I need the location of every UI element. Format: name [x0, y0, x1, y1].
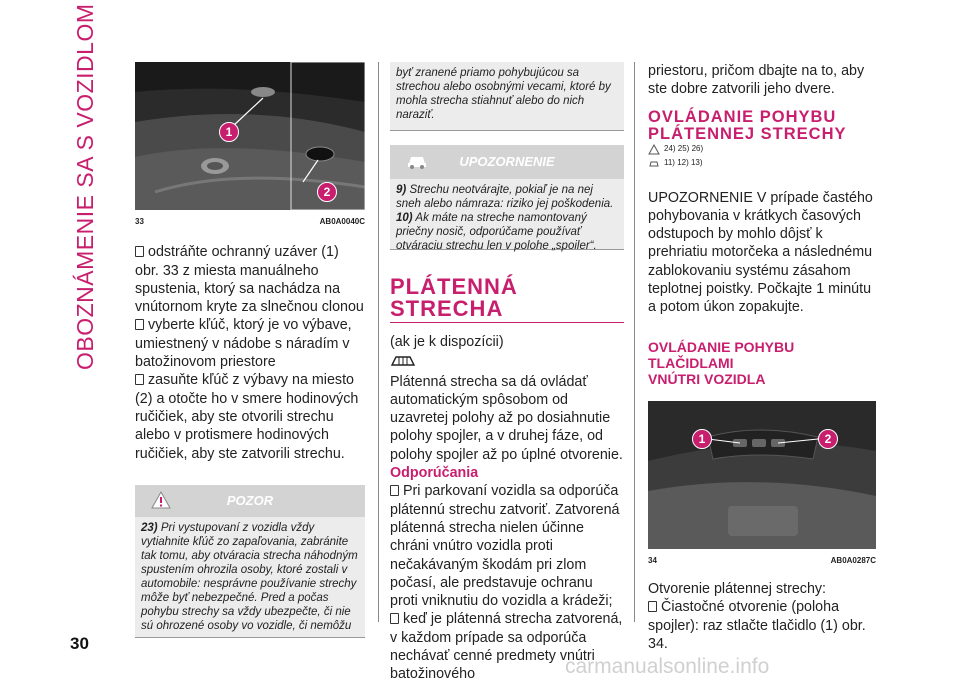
bullet-item: [135, 371, 365, 462]
warning-triangle-icon: [151, 490, 171, 510]
column-divider: [378, 62, 379, 622]
bullet-item: [135, 243, 365, 316]
figure-34-number: 34: [648, 555, 657, 565]
notice-refs-text: 11) 12) 13): [664, 158, 703, 168]
section-title-line: OVLÁDANIE POHYBU: [648, 107, 837, 126]
bullet-box-icon: [135, 319, 144, 330]
notice-text: Strechu neotvárajte, pokiaľ je na nej sneh alebo námraza: riziko jej poškodenia.: [396, 184, 614, 210]
section-title-line: PLÁTENNEJ STRECHY: [648, 124, 847, 143]
figure-33: [135, 62, 365, 210]
bullet-text: keď je plátenná strecha zatvorená, v každom prípade sa odporúča nechávať cenné predmety vnútri batožinového: [390, 611, 623, 683]
bullet-text: odstráňte ochranný uzáver (1) obr. 33 z miesta manuálneho spustenia, ktorý sa nachádza na vnútornom kryte za slnečnou clonou: [135, 244, 364, 316]
figure-34-code: AB0A0287C: [830, 555, 876, 565]
notice-refs: [648, 157, 876, 171]
figure-34-callout-2: 2: [818, 429, 838, 449]
notice-item: [396, 183, 618, 211]
column-2: [390, 62, 624, 684]
warning-triangle-icon: [648, 144, 660, 155]
figure-33-caption: [135, 213, 365, 231]
bullet-item: [648, 598, 876, 653]
continuation-paragraph: priestoru, pričom dbajte na to, aby ste dobre zatvorili jeho dvere.: [648, 63, 865, 98]
bullet-text: zasuňte kľúč z výbavy na miesto (2) a otočte ho v smere hodinových ručičiek, aby ste otvorili strechu alebo v protismere hodinových ručičiek, aby ste zatvorili strechu.: [135, 372, 359, 462]
convertible-roof-icon: [390, 351, 416, 367]
warning-refs-text: 24) 25) 26): [664, 144, 704, 154]
figure-34-caption: [648, 552, 876, 570]
car-notice-icon: [648, 158, 660, 169]
bullet-item: [390, 482, 624, 610]
warning-header: [135, 485, 365, 517]
bullet-item: [135, 316, 365, 371]
figure-33-number: 33: [135, 217, 144, 226]
warning-box-continued: [390, 62, 624, 131]
column-3: [648, 62, 876, 653]
figure-33-callout-2: 2: [317, 182, 337, 202]
notice-text: Ak máte na streche namontovaný priečny nosič, odporúčame používať otváraciu strechu len v polohe „spoiler“.: [396, 212, 597, 252]
notice-ref: 9): [396, 184, 407, 196]
paragraph: UPOZORNENIE V prípade častého pohybovania v krátkych časových odstupoch by mohlo dôjsť k prehriatiu motorčeka a následnému zablokovaniu systému zásahom teplotnej poistky. Počkajte 1 minútu a potom úkon zopakujte.: [648, 189, 873, 316]
bullet-text: Pri parkovaní vozidla sa odporúča plátennú strechu zatvoriť. Zatvorená plátenná strecha nielen účinne chráni vnútro vozidla proti nečakávaným škodám pri zlom počasí, ale predstavuje ochranu proti vniknutiu do vozidla a krádeži;: [390, 483, 620, 610]
section-title-line: OVLÁDANIE POHYBU TLAČIDLAMI: [648, 338, 795, 371]
warning-box: [135, 517, 365, 638]
section-title-line: PLÁTENNÁ: [390, 274, 518, 299]
bullet-box-icon: [390, 485, 399, 496]
figure-34-callout-1: 1: [692, 429, 712, 449]
optional-note: (ak je k dispozícii): [390, 334, 504, 350]
sidebar-section-title: OBOZNÁMENIE SA S VOZIDLOM: [72, 3, 98, 370]
bullet-text: Čiastočné otvorenie (poloha spojler): raz stlačte tlačidlo (1) obr. 34.: [648, 599, 866, 652]
notice-item: [396, 211, 618, 253]
notice-ref: 10): [396, 212, 413, 224]
column-divider: [634, 62, 635, 622]
section-title: [390, 276, 624, 320]
column-1: [135, 62, 365, 638]
warning-continued-text: byť zranené priamo pohybujúcou sa strechou alebo osobnými vecami, ktoré by mohla strecha stiahnuť alebo do nich naraziť.: [396, 67, 611, 121]
intro-paragraph: Plátenná strecha sa dá ovládať automatickým spôsobom od uzavretej polohy až po dosiahnutie polohy spojler, a v druhej fáze, od polohy spojler až po úplné otvorenie.: [390, 373, 623, 463]
figure-34: [648, 401, 876, 549]
section-title: [648, 109, 876, 143]
bullet-box-icon: [390, 613, 399, 624]
figure-34-image: [648, 401, 876, 549]
bullet-text: vyberte kľúč, ktorý je vo výbave, umiestnený v nádobe s náradím v batožinovom priestore: [135, 317, 352, 371]
page-number: 30: [70, 634, 89, 653]
section-title: [648, 339, 876, 387]
watermark: carmanualsonline.info: [565, 655, 770, 678]
car-notice-icon: [406, 150, 428, 170]
warning-title: POZOR: [226, 492, 274, 508]
section-title-line: VNÚTRI VOZIDLA: [648, 370, 766, 387]
subheading: Odporúčania: [390, 465, 479, 482]
figure-33-code: AB0A0040C: [319, 217, 365, 226]
figure-intro: Otvorenie plátennej strechy:: [648, 580, 827, 597]
bullet-box-icon: [135, 374, 144, 385]
bullet-box-icon: [135, 246, 144, 257]
notice-title: UPOZORNENIE: [459, 153, 555, 169]
notice-header: [390, 145, 624, 179]
warning-text: Pri vystupovaní z vozidla vždy vytiahnite kľúč zo zapaľovania, zabránite tak tomu, aby otváracia strecha náhodným spustením ohrozila osoby, ktoré zostali v automobile: nesprávne používanie strechy môže byť nebezpečné. Pred a počas pohybu strechy sa vždy ubezpečte, či nie sú ohrozené osoby vo vozidle, či nemôžu: [141, 521, 358, 632]
warning-ref: 23): [141, 521, 158, 534]
figure-33-callout-1: 1: [219, 122, 239, 142]
bullet-box-icon: [648, 601, 657, 612]
section-title-line: STRECHA: [390, 296, 504, 321]
notice-box: [390, 179, 624, 250]
